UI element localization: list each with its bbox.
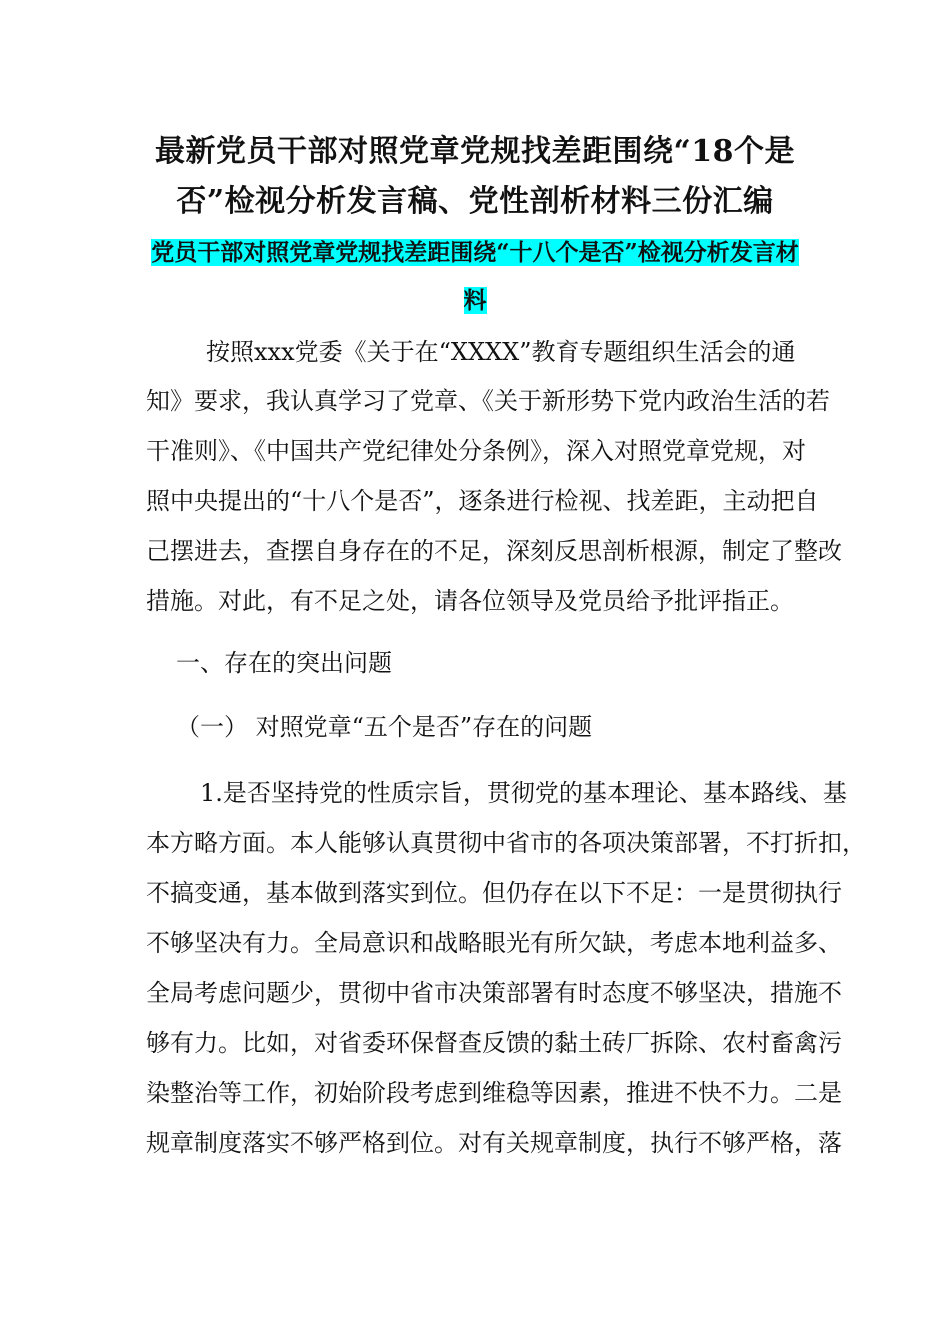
item-line-2: 本方略方面。本人能够认真贯彻中省市的各项决策部署，不打折扣， [146,829,866,857]
item-line-4: 不够坚决有力。全局意识和战略眼光有所欠缺，考虑本地利益多、 [146,929,842,957]
subtitle-highlight-2: 料 [463,287,487,314]
document-title-line-1: 最新党员干部对照党章党规找差距围绕“18个是 [154,134,795,169]
subtitle-highlight-1: 党员干部对照党章党规找差距围绕“十八个是否”检视分析发言材 [151,239,799,266]
item-line-7: 染整治等工作，初始阶段考虑到维稳等因素，推进不快不力。二是 [146,1079,842,1107]
item-line-1: 1.是否坚持党的性质宗旨，贯彻党的基本理论、基本路线、基 [200,779,847,807]
intro-line-5: 己摆进去，查摆自身存在的不足，深刻反思剖析根源，制定了整改 [146,537,842,565]
intro-line-4: 照中央提出的“十八个是否”，逐条进行检视、找差距，主动把自 [146,487,819,515]
item-line-5: 全局考虑问题少，贯彻中省市决策部署有时态度不够坚决，措施不 [146,979,842,1007]
item-line-3: 不搞变通，基本做到落实到位。但仍存在以下不足：一是贯彻执行 [146,879,842,907]
intro-line-3: 干准则》、《中国共产党纪律处分条例》，深入对照党章党规，对 [146,437,806,465]
intro-line-6: 措施。对此，有不足之处，请各位领导及党员给予批评指正。 [146,587,794,615]
document-title-line-2: 否”检视分析发言稿、党性剖析材料三份汇编 [176,184,774,219]
intro-line-1: 按照xxx党委《关于在“XXXX”教育专题组织生活会的通 [206,338,796,366]
item-line-8: 规章制度落实不够严格到位。对有关规章制度，执行不够严格，落 [146,1129,842,1157]
subtitle-line-1 [144,236,806,270]
subsection-heading: （一） 对照党章“五个是否”存在的问题 [176,713,593,741]
section-heading: 一、存在的突出问题 [176,649,392,677]
intro-line-2: 知》要求，我认真学习了党章、《关于新形势下党内政治生活的若 [146,387,830,415]
item-line-6: 够有力。比如，对省委环保督查反馈的黏土砖厂拆除、农村畜禽污 [146,1029,842,1057]
subtitle-line-2 [144,284,806,318]
